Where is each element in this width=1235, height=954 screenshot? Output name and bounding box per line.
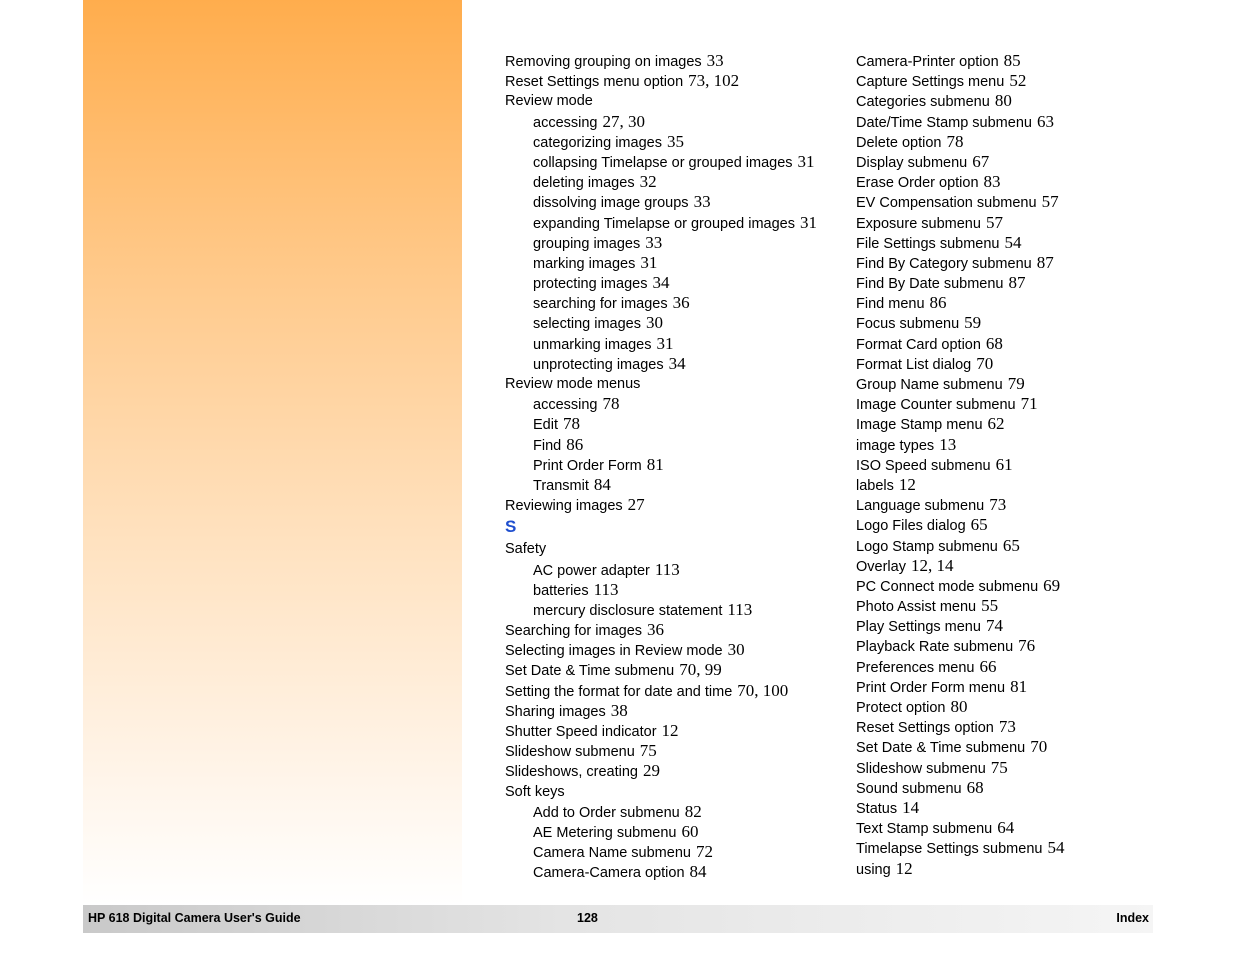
entry-page-refs: 68 <box>985 333 1003 353</box>
entry-term: accessing <box>533 114 598 131</box>
index-subentry <box>505 313 835 333</box>
entry-page-refs: 86 <box>929 293 947 313</box>
entry-page-refs: 59 <box>964 313 982 333</box>
entry-page-refs: 84 <box>593 474 611 494</box>
index-subentry <box>505 293 835 313</box>
entry-term: Find By Category submenu <box>856 255 1032 272</box>
index-entry <box>505 374 835 394</box>
index-entry <box>856 798 1186 818</box>
entry-page-refs: 73, 102 <box>688 71 740 91</box>
entry-page-refs: 86 <box>566 434 584 454</box>
index-entry <box>856 737 1186 757</box>
entry-term: File Settings submenu <box>856 235 1000 252</box>
entry-term: Safety <box>505 541 547 558</box>
entry-term: selecting images <box>533 316 641 333</box>
entry-page-refs: 68 <box>966 777 984 797</box>
entry-page-refs: 70, 99 <box>679 660 722 680</box>
entry-page-refs: 75 <box>990 757 1008 777</box>
entry-term: grouping images <box>533 235 641 252</box>
entry-term: Overlay <box>856 558 906 575</box>
entry-term: Logo Stamp submenu <box>856 538 998 555</box>
entry-term: Sound submenu <box>856 780 962 797</box>
index-entry <box>856 132 1186 152</box>
index-entry <box>856 536 1186 556</box>
entry-term: categorizing images <box>533 134 662 151</box>
entry-term: Print Order Form menu <box>856 679 1006 696</box>
entry-term: Format Card option <box>856 336 981 353</box>
entry-page-refs: 75 <box>639 741 657 761</box>
entry-term: mercury disclosure statement <box>533 602 723 619</box>
entry-term: Text Stamp submenu <box>856 821 993 838</box>
index-entry <box>856 657 1186 677</box>
entry-page-refs: 27, 30 <box>602 111 645 131</box>
entry-page-refs: 78 <box>602 394 620 414</box>
entry-page-refs: 54 <box>1004 232 1022 252</box>
entry-term: Focus submenu <box>856 316 960 333</box>
entry-term: Status <box>856 800 898 817</box>
entry-term: Review mode menus <box>505 376 641 392</box>
entry-page-refs: 54 <box>1047 838 1065 858</box>
entry-page-refs: 12 <box>895 858 913 878</box>
entry-term: Searching for images <box>505 623 643 640</box>
index-entry <box>856 717 1186 737</box>
entry-page-refs: 71 <box>1020 394 1038 414</box>
index-column-left <box>505 51 835 883</box>
index-entry <box>856 475 1186 495</box>
entry-page-refs: 35 <box>666 131 684 151</box>
entry-page-refs: 12 <box>661 721 679 740</box>
entry-term: collapsing Timelapse or grouped images <box>533 154 793 171</box>
entry-page-refs: 76 <box>1018 636 1036 656</box>
entry-term: Erase Order option <box>856 175 979 192</box>
entry-term: Image Stamp menu <box>856 417 983 434</box>
entry-page-refs: 80 <box>950 697 968 716</box>
entry-page-refs: 27 <box>627 495 645 515</box>
entry-term: expanding Timelapse or grouped images <box>533 215 795 232</box>
index-entry <box>856 758 1186 778</box>
entry-term: ISO Speed submenu <box>856 457 991 474</box>
index-subentry <box>505 414 835 434</box>
index-entry <box>505 71 835 91</box>
index-entry <box>856 495 1186 515</box>
entry-term: searching for images <box>533 296 668 313</box>
entry-term: Delete option <box>856 134 942 151</box>
entry-term: Categories submenu <box>856 94 990 111</box>
entry-term: Preferences menu <box>856 659 975 676</box>
index-subentry <box>505 580 835 600</box>
entry-page-refs: 113 <box>654 559 680 579</box>
entry-page-refs: 33 <box>645 232 663 252</box>
entry-term: Reviewing images <box>505 498 623 515</box>
entry-page-refs: 85 <box>1003 51 1021 70</box>
entry-term: Photo Assist menu <box>856 599 977 616</box>
index-entry <box>856 51 1186 71</box>
entry-term: deleting images <box>533 175 635 192</box>
entry-page-refs: 12 <box>898 474 916 494</box>
footer-page-number: 128 <box>577 911 598 925</box>
entry-page-refs: 87 <box>1008 273 1026 293</box>
index-entry <box>856 556 1186 576</box>
entry-term: AE Metering submenu <box>533 824 677 841</box>
index-section-letter: S <box>505 517 517 537</box>
entry-term: Set Date & Time submenu <box>856 740 1026 757</box>
entry-term: Camera Name submenu <box>533 845 691 862</box>
index-subentry <box>505 822 835 842</box>
entry-page-refs: 57 <box>985 212 1003 232</box>
entry-term: Date/Time Stamp submenu <box>856 114 1032 131</box>
index-entry <box>856 112 1186 132</box>
entry-term: Camera-Printer option <box>856 54 999 70</box>
entry-page-refs: 34 <box>652 273 670 293</box>
entry-page-refs: 33 <box>693 192 711 212</box>
entry-term: Shutter Speed indicator <box>505 724 657 740</box>
index-entry <box>856 354 1186 374</box>
index-entry <box>505 495 835 515</box>
entry-page-refs: 61 <box>995 454 1013 474</box>
entry-page-refs: 36 <box>672 293 690 313</box>
index-entry <box>505 91 835 111</box>
index-entry <box>856 778 1186 798</box>
index-entry <box>856 838 1186 858</box>
index-subentry <box>505 600 835 620</box>
index-entry <box>856 71 1186 91</box>
entry-page-refs: 81 <box>1010 676 1028 696</box>
entry-page-refs: 70 <box>976 353 994 373</box>
entry-term: Add to Order submenu <box>533 804 680 821</box>
index-entry <box>856 374 1186 394</box>
index-entry <box>856 313 1186 333</box>
entry-term: accessing <box>533 397 598 414</box>
entry-page-refs: 78 <box>563 414 580 434</box>
entry-term: Slideshow submenu <box>856 760 986 777</box>
entry-page-refs: 63 <box>1036 111 1054 131</box>
footer-section: Index <box>1116 911 1149 925</box>
index-subentry <box>505 253 835 273</box>
entry-page-refs: 70, 100 <box>737 680 789 700</box>
entry-page-refs: 87 <box>1036 252 1054 272</box>
index-entry <box>505 741 835 761</box>
entry-page-refs: 60 <box>681 821 699 841</box>
entry-term: batteries <box>533 582 589 599</box>
entry-term: unmarking images <box>533 336 652 353</box>
entry-term: protecting images <box>533 276 648 293</box>
index-entry <box>505 782 835 802</box>
entry-term: Format List dialog <box>856 356 972 373</box>
entry-term: Setting the format for date and time <box>505 683 733 700</box>
entry-page-refs: 84 <box>689 862 707 882</box>
index-subentry <box>505 475 835 495</box>
index-entry <box>856 273 1186 293</box>
entry-term: PC Connect mode submenu <box>856 578 1039 595</box>
index-entry <box>856 616 1186 636</box>
entry-page-refs: 69 <box>1043 575 1061 595</box>
entry-page-refs: 31 <box>656 333 674 353</box>
index-entry <box>505 681 835 701</box>
index-subentry <box>505 455 835 475</box>
entry-term: using <box>856 861 891 878</box>
entry-page-refs: 55 <box>981 596 999 616</box>
index-entry <box>505 660 835 680</box>
entry-page-refs: 113 <box>727 599 753 619</box>
index-entry <box>856 152 1186 172</box>
decorative-gradient-bar <box>83 0 462 905</box>
entry-term: Logo Files dialog <box>856 518 966 535</box>
index-entry <box>856 172 1186 192</box>
entry-term: Display submenu <box>856 154 968 171</box>
index-subentry <box>505 842 835 862</box>
entry-page-refs: 80 <box>994 91 1012 111</box>
entry-term: Image Counter submenu <box>856 397 1016 414</box>
entry-page-refs: 73 <box>998 717 1016 737</box>
index-entry <box>856 435 1186 455</box>
entry-page-refs: 34 <box>668 353 686 373</box>
index-entry <box>505 701 835 721</box>
entry-page-refs: 66 <box>979 656 997 676</box>
index-subentry <box>505 213 835 233</box>
entry-page-refs: 113 <box>593 579 619 599</box>
entry-term: Review mode <box>505 93 593 110</box>
entry-page-refs: 72 <box>695 842 713 862</box>
entry-term: Playback Rate submenu <box>856 639 1014 656</box>
entry-page-refs: 13 <box>939 434 957 454</box>
entry-term: Language submenu <box>856 498 985 515</box>
entry-page-refs: 62 <box>987 414 1005 434</box>
index-column-right <box>856 51 1186 879</box>
index-entry <box>856 697 1186 717</box>
index-entry <box>505 620 835 640</box>
index-entry <box>856 515 1186 535</box>
entry-page-refs: 65 <box>1002 535 1020 555</box>
entry-term: unprotecting images <box>533 356 664 373</box>
entry-term: Timelapse Settings submenu <box>856 841 1043 858</box>
index-subentry <box>505 112 835 132</box>
index-entry <box>856 596 1186 616</box>
entry-page-refs: 14 <box>902 797 920 817</box>
index-entry <box>856 414 1186 434</box>
index-subentry <box>505 192 835 212</box>
entry-term: Find menu <box>856 296 925 313</box>
entry-page-refs: 83 <box>983 172 1001 192</box>
index-entry <box>856 293 1186 313</box>
entry-term: EV Compensation submenu <box>856 195 1037 212</box>
index-entry <box>856 233 1186 253</box>
entry-term: Reset Settings option <box>856 720 994 737</box>
entry-term: Protect option <box>856 700 946 716</box>
index-entry <box>856 576 1186 596</box>
entry-page-refs: 78 <box>946 131 964 151</box>
entry-term: Slideshows, creating <box>505 764 638 781</box>
entry-term: Find <box>533 437 562 454</box>
index-entry <box>856 859 1186 879</box>
entry-term: Removing grouping on images <box>505 54 702 70</box>
entry-term: labels <box>856 477 894 494</box>
entry-term: AC power adapter <box>533 562 650 579</box>
entry-page-refs: 33 <box>706 51 724 70</box>
index-entry <box>856 636 1186 656</box>
index-entry <box>856 91 1186 111</box>
entry-term: Edit <box>533 417 558 434</box>
entry-page-refs: 12, 14 <box>910 555 954 575</box>
entry-page-refs: 67 <box>972 151 990 171</box>
index-entry <box>505 640 835 660</box>
footer-title: HP 618 Digital Camera User's Guide <box>88 911 301 925</box>
entry-term: Sharing images <box>505 703 606 720</box>
index-subentry <box>505 152 835 172</box>
entry-term: Selecting images in Review mode <box>505 643 723 660</box>
entry-term: Transmit <box>533 477 589 494</box>
index-entry <box>856 192 1186 212</box>
index-subentry <box>505 354 835 374</box>
index-subentry <box>505 560 835 580</box>
index-subentry <box>505 435 835 455</box>
entry-page-refs: 81 <box>646 454 664 474</box>
index-entry <box>856 455 1186 475</box>
entry-page-refs: 79 <box>1007 374 1025 393</box>
entry-term: Slideshow submenu <box>505 744 635 761</box>
index-subentry <box>505 334 835 354</box>
entry-term: Group Name submenu <box>856 377 1003 393</box>
entry-page-refs: 70 <box>1030 737 1048 757</box>
entry-page-refs: 31 <box>797 151 815 171</box>
entry-term: Exposure submenu <box>856 215 981 232</box>
entry-term: Find By Date submenu <box>856 276 1004 293</box>
entry-page-refs: 30 <box>646 313 663 333</box>
entry-page-refs: 65 <box>970 515 988 535</box>
entry-page-refs: 30 <box>727 640 745 660</box>
entry-page-refs: 36 <box>647 620 665 640</box>
index-entry <box>505 761 835 781</box>
index-entry <box>856 818 1186 838</box>
index-subentry <box>505 394 835 414</box>
entry-page-refs: 73 <box>989 495 1007 515</box>
entry-term: Play Settings menu <box>856 619 981 636</box>
entry-term: image types <box>856 437 935 454</box>
index-subentry <box>505 802 835 822</box>
entry-term: Soft keys <box>505 783 565 800</box>
entry-term: Print Order Form <box>533 457 642 474</box>
index-subentry <box>505 132 835 152</box>
index-entry <box>505 539 835 559</box>
entry-page-refs: 57 <box>1041 192 1059 212</box>
page-footer <box>83 905 1153 933</box>
index-entry <box>856 394 1186 414</box>
index-entry <box>505 721 835 741</box>
entry-page-refs: 74 <box>985 616 1003 636</box>
index-entry <box>856 253 1186 273</box>
entry-page-refs: 29 <box>643 761 660 781</box>
entry-term: Capture Settings menu <box>856 74 1005 91</box>
index-entry <box>505 51 835 71</box>
entry-page-refs: 82 <box>684 801 702 821</box>
entry-term: Set Date & Time submenu <box>505 663 675 680</box>
index-entry <box>856 213 1186 233</box>
entry-page-refs: 31 <box>640 252 658 272</box>
index-entry <box>856 677 1186 697</box>
entry-page-refs: 38 <box>610 700 628 720</box>
index-subentry <box>505 273 835 293</box>
entry-page-refs: 64 <box>997 818 1015 838</box>
entry-page-refs: 31 <box>799 212 817 232</box>
entry-term: marking images <box>533 255 636 272</box>
entry-term: Camera-Camera option <box>533 865 685 882</box>
entry-page-refs: 52 <box>1009 71 1027 91</box>
index-subentry <box>505 233 835 253</box>
index-subentry <box>505 172 835 192</box>
index-entry <box>856 334 1186 354</box>
index-subentry <box>505 862 835 882</box>
entry-term: dissolving image groups <box>533 195 689 212</box>
entry-term: Reset Settings menu option <box>505 74 684 91</box>
entry-page-refs: 32 <box>639 172 657 192</box>
